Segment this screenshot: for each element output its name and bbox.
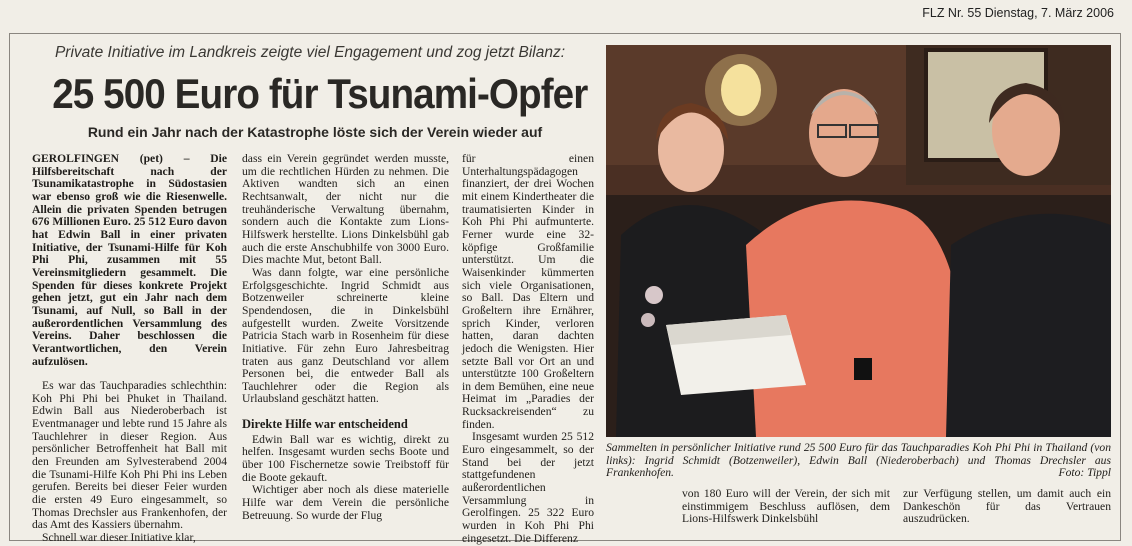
lead-paragraph: GEROLFINGEN (pet) – Die Hilfsbereitschaft nach der Tsunamikatastrophe in Südostasien war ebenso groß wie die Riesenwelle. Allein die privaten Spenden betrugen 676 Millionen Euro. 25 512 Euro davon hat Edwin Ball in einer privaten Initiative, der Tsunami-Hilfe für Koh Phi Phi, zusammen mit 55 Vereinsmitgliedern gesammelt. Die Spenden für dieses konkrete Projekt gehen jetzt, gut ein Jahr nach dem Tsunami, auf Null, so Ball in der außerordentlichen Versammlung des Vereins. Daher beschlossen die Verantwortlichen, den Verein aufzulösen.: [32, 152, 227, 368]
paragraph: Insgesamt wurden 25 512 Euro eingesammelt, so der Stand bei der jetzt stattgefundenen außerordentlichen Versammlung in Gerolfingen. 25 322 Euro wurden in Koh Phi Phi eingesetzt. Die Differenz: [462, 430, 594, 545]
text-column-5: zur Verfügung stellen, um damit auch ein Dankeschön für das Vertrauen auszudrücken.: [903, 487, 1111, 526]
text-column-2: [242, 153, 449, 522]
article-subhead: Rund ein Jahr nach der Katastrophe löste sich der Verein wieder auf: [87, 124, 543, 140]
photo-credit: Foto: Tippl: [1058, 466, 1111, 480]
paragraph: Was dann folgte, war eine persönliche Erfolgsgeschichte. Ingrid Schmidt aus Botzenweiler schreinerte kleine Spendendosen, die in Dinkelsbühl aufgestellt wurden. Zweite Vorsitzende Patricia Stach warb in Rosenheim für diese Initiative. Für zehn Euro Jahresbeitrag traten aus ganz Deutschland vor allem Personen bei, die entweder Ball als Tauchlehrer oder die Region als Urlaubsland geschätzt hatten.: [242, 265, 449, 406]
text-column-4: von 180 Euro will der Verein, der sich mit einstimmigem Beschluss auflösen, dem Lions-Hilfswerk Dinkelsbühl: [682, 487, 890, 526]
paragraph: für einen Unterhaltungspädagogen finanziert, der drei Wochen mit einem Kindertheater die traumatisierten Kinder in Koh Phi Phi aufmunterte. Ferner wurde eine 32-köpfige Großfamilie unterstützt. Um die Waisenkinder kümmerten sich viele Organisationen, so Ball. Das Eltern und Großeltern ihre Ernährer, sprich Kinder, verloren hatten, daran dachten jedoch die Wenigsten. Hier setzte Ball vor Ort an und unterstützte 100 Großeltern in dem Bemühen, eine neue Heimat im „Paradies der Rucksackreisenden“ zu finden.: [462, 152, 594, 431]
article-headline: 25 500 Euro für Tsunami-Opfer: [52, 70, 588, 117]
text-column-1: [32, 153, 227, 545]
paragraph: Es war das Tauchparadies schlechthin: Koh Phi Phi bei Phuket in Thailand. Edwin Ball aus Niederoberbach ist Eventmanager und lebte rund 15 Jahre als Tauchlehrer in dieser Region. Aus persönlicher Betroffenheit hat Ball mit den Freunden am Sylvesterabend 2004 die Tsunami-Hilfe Koh Phi Phi ins Leben gerufen. Bereits bei dieser Feier wurden die ersten 49 Euro eingesammelt, so Thomas Drechsler aus Frankenhofen, der das Amt des Kassiers übernahm.: [32, 379, 227, 532]
photo-caption: [606, 442, 1111, 480]
photo-three-people: [606, 45, 1111, 437]
paragraph: Wichtiger aber noch als diese materielle Hilfe war dem Verein die persönliche Betreuung. So wurde der Flug: [242, 483, 449, 522]
paragraph: Schnell war dieser Initiative klar,: [42, 531, 196, 545]
paragraph: dass ein Verein gegründet werden musste, um die rechtlichen Hürden zu nehmen. Die Aktiven wandten sich an einen Rechtsanwalt, der nicht nur die treuhänderische Verwaltung übernahm, sondern auch die Kontakte zum Lions-Hilfswerk herstellte. Lions Dinkelsbühl gab auch die erste Anschubhilfe von 3000 Euro. Dies machte Mut, betont Ball.: [242, 152, 449, 267]
paragraph: Edwin Ball war es wichtig, direkt zu helfen. Insgesamt wurden sechs Boote und über 100 Fischernetze sowie Treibstoff für die Boote gekauft.: [242, 432, 449, 484]
section-heading: Direkte Hilfe war entscheidend: [242, 417, 408, 432]
caption-text: Sammelten in persönlicher Initiative rund 25 500 Euro für das Tauchparadies Koh Phi Phi in Thailand (von links): Ingrid Schmidt (Botzenweiler), Edwin Ball (Niederoberbach) und Thomas Drechsler aus Frankenhofen.: [606, 441, 1111, 480]
article-photo: [606, 45, 1111, 437]
masthead: FLZ Nr. 55 Dienstag, 7. März 2006: [922, 6, 1114, 20]
article-kicker: Private Initiative im Landkreis zeigte viel Engagement und zog jetzt Bilanz:: [54, 44, 566, 61]
text-column-3: [462, 153, 594, 545]
